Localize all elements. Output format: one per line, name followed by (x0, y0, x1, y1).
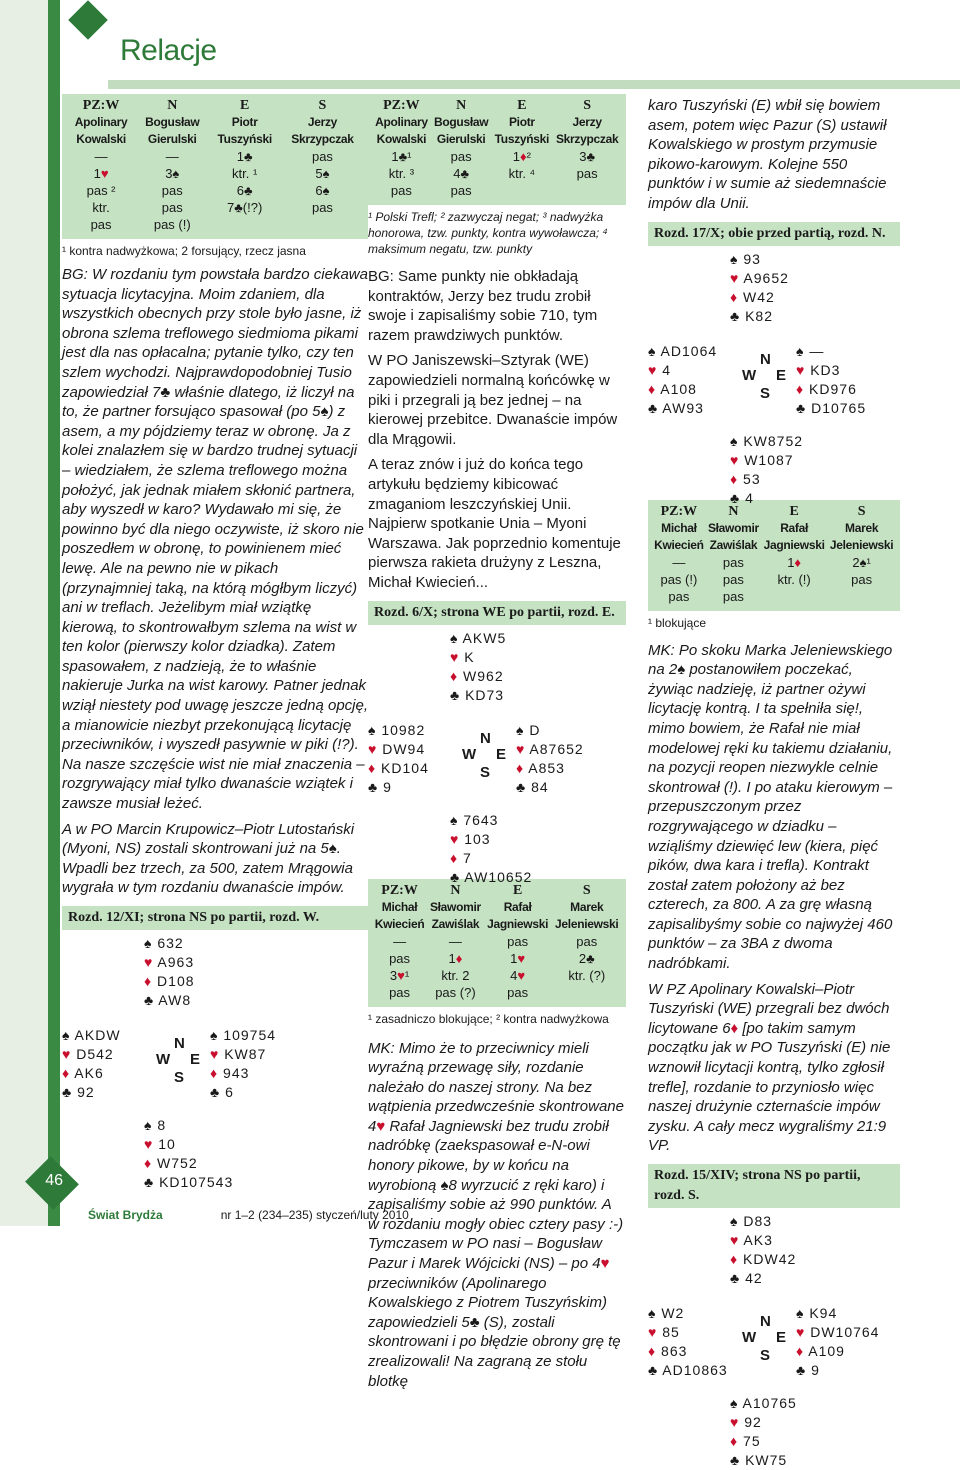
suit-holding: ♠ A10765 (730, 1395, 797, 1411)
suit-holding: ♠ 109754 (210, 1027, 277, 1043)
suit-holding: ♦ A109 (796, 1343, 845, 1359)
paragraph: W PO Janiszewski–Sztyrak (WE) zapowiedzieli normalną końcówkę w piki i przegrali ją bez jednej – na kierowej przebitce. Dwanaście impów dla Mrągowii. (368, 352, 618, 448)
compass-rose (462, 729, 508, 781)
bidding-cell: Michał (661, 520, 697, 535)
bidding-cell (552, 182, 622, 199)
bidding-cell: Zawiślak (709, 537, 758, 552)
bidding-note-3: ¹ zasadniczo blokujące; ² kontra nadwyżkowa (368, 1011, 609, 1026)
suit-holding: ♦ W42 (730, 288, 775, 305)
bidding-cell (208, 216, 281, 233)
bidding-cell: 2♣ (578, 950, 595, 966)
compass-n: N (480, 729, 492, 747)
bidding-cell: Zawiślak (431, 916, 480, 931)
hand-west (62, 1026, 121, 1102)
bidding-cell: 6♣ (236, 183, 253, 198)
paragraph: A w PO Marcin Krupowicz–Piotr Lutostański (Myoni, NS) zostali skontrowani już na 5♠. Wpadli bez trzech, za 500, zatem Mrągowia wygrała w tym rozdaniu dwanaście impów. (62, 820, 355, 897)
bidding-table-2 (368, 94, 626, 205)
suit-holding: ♣ AW93 (648, 399, 704, 416)
suit-holding: ♣ 9 (796, 1362, 820, 1378)
bidding-cell: Jerzy (572, 115, 602, 129)
compass-s: S (760, 1347, 772, 1364)
suit-holding: ♣ 4 (730, 489, 754, 506)
deal-heading-4: Rozd. 15/XIV; strona NS po partii, rozd. S. (648, 1164, 900, 1208)
paragraph: A teraz znów i już do końca tego artykułu będziemy kibicować zmaganiom leszczyńskiej Unii. Najpierw spotkanie Unia – Myoni Warszawa. Jak poprzednio komentuje pierwsza rakieta drużyny z Leszna, Michał Kwiecień... (368, 456, 621, 591)
bidding-cell: pas (311, 149, 333, 164)
middle-article-text (368, 267, 626, 593)
bidding-row (652, 554, 896, 571)
deal-heading-3: Rozd. 17/X; obie przed partią, rozd. N. (648, 222, 900, 246)
suit-holding: ♥ 103 (450, 830, 491, 847)
bidding-row (372, 916, 622, 933)
suit-holding: ♣ K82 (730, 307, 773, 324)
bidding-cell: pas (161, 200, 183, 215)
bidding-cell: Kowalski (376, 132, 427, 146)
deal-diagram-4 (648, 1208, 900, 1468)
hand-west (648, 1304, 728, 1380)
bidding-cell: — (94, 149, 108, 164)
compass-e: E (190, 1051, 202, 1068)
compass-n: N (174, 1035, 186, 1052)
suit-holding: ♥ A87652 (516, 740, 584, 757)
bidding-cell: 3♣ (579, 149, 596, 164)
bidding-cell: 1♦ (448, 950, 463, 966)
hand-east (210, 1026, 276, 1102)
suit-holding: ♦ D108 (144, 973, 195, 989)
bidding-cell: pas (507, 933, 529, 949)
suit-holding: ♥ W1087 (730, 451, 794, 468)
suit-holding: ♠ — (796, 342, 825, 359)
bidding-cell (552, 984, 622, 1001)
paragraph: W PZ Apolinary Kowalski–Piotr Tuszyński (WE) przegrali bez dwóch licytowane 6♦ [po takim samym początku jak w PO Tuszyński (E) nie wznowił licytacji kontrą, tylko zgłosił trefle], rozdanie to przyniosło więc naszej drużynie czternaście impów zysku. A cały mecz wygraliśmy 21:9 VP. (648, 980, 891, 1155)
bidding-row (372, 165, 622, 182)
bidding-cell: ktr. (?) (568, 967, 606, 983)
suit-holding: ♠ AD1064 (648, 342, 718, 359)
left-decor-strip (0, 0, 60, 1226)
bidding-cell: 4♥ (510, 967, 526, 983)
bidding-cell: 1♥ (93, 166, 109, 181)
bidding-row (66, 131, 364, 148)
hand-north (144, 934, 195, 1010)
suit-holding: ♥ 4 (648, 361, 671, 378)
suit-holding: ♦ KD976 (796, 380, 857, 397)
middle-article-text-2 (368, 1039, 626, 1392)
suit-holding: ♠ AKDW (62, 1027, 121, 1043)
hand-west (648, 342, 717, 418)
bidding-cell: E (789, 503, 799, 519)
suit-holding: ♦ KD104 (368, 759, 429, 776)
bidding-cell (491, 182, 552, 199)
bidding-cell: Tuszyński (494, 132, 550, 146)
bidding-note-1: ¹ kontra nadwyżkowa; 2 forsujący, rzecz jasna (62, 244, 306, 258)
compass-e: E (776, 366, 788, 384)
suit-holding: ♦ 7 (450, 849, 472, 866)
bidding-cell: Gierulski (436, 132, 486, 146)
suit-holding: ♠ D83 (730, 1213, 773, 1229)
bidding-cell: N (450, 882, 461, 898)
compass-s: S (480, 763, 492, 781)
bidding-row (372, 114, 622, 131)
bidding-cell: S (318, 98, 327, 113)
bidding-row (652, 537, 896, 554)
suit-holding: ♣ 9 (368, 778, 392, 795)
suit-holding: ♦ W752 (144, 1155, 198, 1171)
hand-north (730, 250, 789, 326)
right-intro-paragraph: karo Tuszyński (E) wbił się bowiem asem, potem więc Pazur (S) ustawił Kowalskiego w prostym przymusie pikowo-karowym. Kolejne 550 punktów i w sumie aż siedemnaście impów dla Unii. (648, 97, 887, 212)
bidding-cell: Tuszyński (217, 132, 272, 146)
header-rule (108, 80, 960, 89)
suit-holding: ♣ KD73 (450, 686, 505, 703)
bidding-cell: Kwiecień (374, 916, 425, 931)
bidding-cell: pas (390, 183, 412, 198)
bidding-cell: ktr. ¹ (232, 166, 258, 181)
bidding-row (66, 114, 364, 131)
bidding-table-3 (368, 879, 626, 1007)
hand-south (730, 432, 803, 508)
bidding-note-2: ¹ Polski Trefl; ² zazwyczaj negat; ³ nadwyżka honorowa, tzw. punkty, kontra wywoławcza; ⁴ maksimum negatu, tzw. punkty (368, 210, 608, 256)
bidding-row (66, 199, 364, 216)
bidding-cell (761, 588, 827, 605)
suit-holding: ♣ D10765 (796, 399, 867, 416)
bidding-cell: 1♥ (510, 950, 526, 966)
bidding-cell: Piotr (231, 115, 258, 129)
bidding-row (66, 148, 364, 165)
hand-north (450, 629, 506, 705)
suit-holding: ♠ D (516, 721, 541, 738)
bidding-cell: Jagniewski (763, 537, 825, 552)
bidding-cell: ktr. ³ (388, 166, 415, 181)
bidding-cell: pas (851, 571, 873, 587)
page-title: Relacje (120, 34, 217, 67)
suit-holding: ♠ 93 (730, 250, 761, 267)
suit-holding: ♥ D542 (62, 1046, 114, 1062)
suit-holding: ♦ 53 (730, 470, 761, 487)
hand-east (796, 1304, 879, 1380)
bidding-cell: Jerzy (307, 115, 338, 129)
suit-holding: ♥ K (450, 648, 475, 665)
bidding-row (372, 984, 622, 1001)
suit-holding: ♦ 863 (648, 1343, 688, 1359)
footer (88, 1208, 409, 1222)
bidding-cell: N (456, 98, 467, 113)
suit-holding: ♥ DW94 (368, 740, 426, 757)
compass-w: W (156, 1051, 172, 1068)
bidding-cell: Skrzypczak (291, 132, 354, 146)
bidding-cell: Jagniewski (487, 916, 549, 931)
bidding-cell: E (239, 98, 250, 113)
suit-holding: ♣ 84 (516, 778, 549, 795)
bidding-cell: Kowalski (76, 132, 126, 146)
bidding-cell: Gierulski (147, 132, 197, 146)
bidding-cell: 2♠¹ (852, 554, 871, 570)
suit-holding: ♥ A9652 (730, 269, 789, 286)
bidding-cell: 1♣ (236, 149, 253, 164)
bidding-cell: pas (?) (435, 984, 476, 1000)
bidding-cell: 4♣ (453, 166, 470, 181)
suit-holding: ♦ W962 (450, 667, 504, 684)
suit-holding: ♣ 6 (210, 1084, 234, 1100)
bidding-cell: 3♠ (165, 166, 180, 181)
bidding-cell: Jeleniewski (829, 537, 894, 552)
bidding-cell: pas (161, 183, 183, 198)
issue-info: nr 1–2 (234–235) styczeń/luty 2010 (220, 1208, 409, 1222)
paragraph: MK: Mimo że to przeciwnicy mieli wyraźną przewagę siły, rozdanie należało do naszej strony. Na bez wątpienia przedwcześnie skontrowane 4♥ Rafał Jagniewski bez trudu zrobił nadróbkę (zaekspasował e-N-owi honory pikowe, by w końcu na wyrobioną ♠8 wyrzucić z ręki karo) i zapisaliśmy sobie aż 990 punktów. A w rozdaniu mogły obiec cztery pasy :-) Tymczasem w PO nasi – Bogusław Pazur i Marek Wójcicki (NS) – po 4♥ przeciwników (Apolinarego Kowalskiego z Piotrem Tuszyńskim) zapowiedzieli 5♣ (S), zostali skontrowani i po błędzie obrony grę tę zrealizowali! Na zagraną ze stołu blotkę (368, 1039, 624, 1390)
paragraph: BG: W rozdaniu tym powstała bardzo ciekawa sytuacja licytacyjna. Moim zdaniem, dla wszystkich obecnych przy stole było jasne, iż obrona szlema treflowego siedmioma pikami jest dla nas opłacalna; pytanie tylko, czy ten szlem wychodzi. Najprawdopodobniej Tusio zapowiedział 7♣ właśnie dlatego, iż liczył na to, że partner forsująco spasował (po 5♠) z asem, a my pójdziemy teraz w obronę. Ja z kolei znalazłem się w bardzo trudnej sytuacji – wiedziałem, że szlema treflowego można położyć, jak jednak miałem skłonić partnera, aby wyszedł w karo? Wydawało mi się, że powinno być dla niego oczywiste, iż skoro nie poszedłem w obronę, to powinienem mieć lewę. Ale na pewno nie w pikach (przynajmniej taką, na którą mógłbym liczyć) ani w treflach. Jeżelibym miał wziątkę kierową, to skontrowałbym szlema na wist w ten kolor (pierwszy kolor dziadka). Zatem spasowałem, z nadzieją, że to właśnie nakieruje Jurka na wist karowy. Patner jednak wziął niestety pod uwagę jeszcze jedną opcję, a mianowicie niezbyt przekonującą licytację przeciwników, i wyszedł pasywnie w piki (!?). Na nasze szczęście wist nie miał znaczenia – rozgrywający miał tylko dwanaście wziątek i zawsze musiał leżeć. (62, 266, 369, 813)
bidding-cell: Marek (570, 899, 604, 914)
suit-holding: ♠ 10982 (368, 721, 426, 738)
bidding-row (372, 967, 622, 984)
compass-rose (742, 350, 788, 402)
compass-e: E (776, 1329, 788, 1346)
bidding-cell: pas (722, 554, 744, 570)
column-right (648, 94, 900, 1468)
right-article-text (648, 641, 900, 1156)
suit-holding: ♠ W2 (648, 1305, 685, 1321)
suit-holding: ♠ KW8752 (730, 432, 804, 449)
bidding-cell: N (167, 98, 178, 113)
bidding-cell: S (857, 503, 866, 519)
compass-rose (156, 1034, 202, 1086)
bidding-table-4 (648, 500, 900, 611)
compass-w: W (742, 366, 758, 384)
bidding-cell: pas (311, 200, 333, 215)
hand-west (368, 721, 429, 797)
bidding-cell (281, 216, 364, 233)
bidding-cell: pas (722, 588, 744, 604)
bidding-row (652, 588, 896, 605)
suit-holding: ♥ 85 (648, 1324, 680, 1340)
bidding-cell: PZ:W (381, 882, 418, 898)
suit-holding: ♣ KW75 (730, 1452, 788, 1468)
suit-holding: ♠ 7643 (450, 811, 499, 828)
suit-holding: ♣ AW10652 (450, 868, 533, 885)
diamond-logo-icon (68, 0, 108, 40)
suit-holding: ♣ KD107543 (144, 1174, 234, 1190)
bidding-cell: pas (507, 984, 529, 1000)
suit-holding: ♦ KDW42 (730, 1251, 797, 1267)
bidding-cell: Sławomir (429, 899, 481, 914)
bidding-cell: pas ² (86, 183, 116, 198)
bidding-cell: 1♦ (787, 554, 802, 570)
compass-s: S (174, 1069, 186, 1086)
bidding-cell: Bogusław (434, 115, 489, 129)
bidding-row (372, 148, 622, 165)
suit-holding: ♦ A853 (516, 759, 565, 776)
suit-holding: ♣ 42 (730, 1270, 763, 1286)
bidding-cell: Marek (845, 520, 879, 535)
hand-north (730, 1212, 796, 1288)
bidding-cell: pas (576, 166, 598, 181)
suit-holding: ♣ AW8 (144, 992, 192, 1008)
hand-east (516, 721, 584, 797)
compass-w: W (462, 745, 478, 763)
compass-s: S (760, 384, 772, 402)
bidding-cell: pas (722, 571, 744, 587)
suit-holding: ♠ 8 (144, 1117, 167, 1133)
bidding-row (372, 182, 622, 199)
suit-holding: ♠ AKW5 (450, 629, 507, 646)
suit-holding: ♥ AK3 (730, 1232, 773, 1248)
bidding-cell: Jeleniewski (555, 916, 619, 931)
bidding-cell: ktr. (!) (777, 571, 811, 587)
suit-holding: ♥ KW87 (210, 1046, 267, 1062)
bidding-cell: — (393, 933, 407, 949)
deal-diagram-3 (648, 246, 900, 506)
bidding-cell: pas (576, 933, 598, 949)
suit-holding: ♣ 92 (62, 1084, 95, 1100)
bidding-cell: Rafał (503, 899, 532, 914)
bidding-cell: — (448, 933, 462, 949)
bidding-cell: Sławomir (707, 520, 759, 535)
bidding-cell: 1♦² (512, 149, 531, 164)
bidding-row (66, 165, 364, 182)
page-number: 46 (45, 1171, 64, 1189)
bidding-cell: pas (90, 217, 112, 232)
bidding-cell: pas (!) (660, 571, 698, 587)
hand-south (450, 811, 532, 887)
bidding-cell: — (165, 149, 179, 164)
deal-diagram-2 (368, 625, 626, 885)
bidding-row (66, 182, 364, 199)
bidding-cell: E (517, 98, 527, 113)
compass-w: W (742, 1329, 758, 1346)
bidding-cell: Rafał (780, 520, 809, 535)
bidding-row (652, 520, 896, 537)
bidding-cell: 1♣¹ (391, 149, 412, 164)
bidding-row (372, 131, 622, 148)
bidding-row (372, 950, 622, 967)
bidding-cell: Kwiecień (654, 537, 704, 552)
bidding-cell: ktr. 2 (441, 967, 470, 983)
bidding-cell: PZ:W (82, 98, 120, 113)
bidding-cell: Piotr (508, 115, 535, 129)
hand-south (144, 1116, 233, 1192)
suit-holding: ♥ A963 (144, 954, 195, 970)
paragraph: BG: Same punkty nie obkładają kontraktów, Jerzy bez trudu zrobił swoje i zapisaliśmy sobie 710, tym razem prawdziwych punktów. (368, 268, 598, 344)
bidding-cell: Skrzypczak (555, 132, 619, 146)
bidding-cell: E (512, 882, 523, 898)
bidding-cell: N (728, 503, 739, 519)
bidding-cell: 7♣(!?) (227, 200, 263, 215)
bidding-cell: Apolinary (375, 115, 428, 129)
bidding-cell: PZ:W (660, 503, 698, 519)
left-article-text (62, 265, 368, 898)
compass-n: N (760, 1313, 772, 1330)
deal-diagram-1 (62, 930, 368, 1190)
bidding-cell: ktr. ⁴ (508, 166, 536, 181)
paragraph: MK: Po skoku Marka Jeleniewskiego na 2♠ postanowiłem poczekać, żywiąc nadzieję, iż partner ożywi licytację kontrą. I ta spełniła się!, mimo bowiem, że Rafał nie miał modelowej ręki ku takiemu działaniu, na pozycji reopen niezwykle celnie skontrował (!). I po ataku kierowym – przepuszczonym przez rozgrywającego w dziadku – wziąliśmy dziewięć lew (kiera, pięć pików, dwa kara i trefla). Kontrakt został zatem położony aż bez czterech, za 800. A za grę własną zapisalibyśmy sobie co najwyżej 460 punktów – za 3BA z dwoma nadróbkami. (648, 641, 893, 973)
bidding-cell: pas (389, 950, 411, 966)
bidding-row (66, 216, 364, 233)
suit-holding: ♥ 10 (144, 1136, 176, 1152)
compass-e: E (496, 745, 508, 763)
bidding-cell: PZ:W (383, 98, 420, 113)
suit-holding: ♣ AD10863 (648, 1362, 728, 1378)
bidding-row (372, 97, 622, 114)
bidding-cell: pas (450, 183, 472, 198)
bidding-cell: S (583, 98, 592, 113)
bidding-row (66, 97, 364, 114)
suit-holding: ♠ 632 (144, 935, 184, 951)
deal-heading-1: Rozd. 12/XI; strona NS po partii, rozd. W. (62, 906, 368, 930)
suit-holding: ♥ KD3 (796, 361, 841, 378)
suit-holding: ♠ K94 (796, 1305, 838, 1321)
bidding-cell: Michał (381, 899, 418, 914)
bidding-cell: pas (389, 984, 411, 1000)
bidding-cell (827, 588, 896, 605)
suit-holding: ♦ 943 (210, 1065, 250, 1081)
bidding-cell: 5♠ (315, 166, 330, 181)
bidding-cell: pas (450, 149, 472, 164)
bidding-cell: ktr. (92, 200, 110, 215)
suit-holding: ♥ 92 (730, 1414, 762, 1430)
suit-holding: ♦ AK6 (62, 1065, 104, 1081)
bidding-note-4: ¹ blokujące (648, 615, 707, 630)
bidding-row (372, 933, 622, 950)
bidding-table-1 (62, 94, 368, 239)
hand-east (796, 342, 866, 418)
compass-n: N (760, 350, 772, 368)
compass-rose (742, 1312, 788, 1364)
bidding-cell: Bogusław (145, 115, 200, 129)
bidding-row (652, 571, 896, 588)
column-left (62, 94, 369, 1190)
magazine-name: Świat Brydża (88, 1208, 163, 1222)
suit-holding: ♦ A108 (648, 380, 697, 397)
bidding-cell: Apolinary (74, 115, 128, 129)
bidding-cell: 6♠ (315, 183, 330, 198)
bidding-cell: 3♥¹ (389, 967, 410, 983)
suit-holding: ♥ DW10764 (796, 1324, 880, 1340)
deal-heading-2: Rozd. 6/X; strona WE po partii, rozd. E. (368, 601, 626, 625)
bidding-cell: pas (668, 588, 690, 604)
bidding-cell: S (582, 882, 591, 898)
bidding-cell: pas (!) (153, 217, 191, 232)
column-middle (368, 94, 626, 1391)
suit-holding: ♦ 75 (730, 1433, 761, 1449)
bidding-row (372, 899, 622, 916)
hand-south (730, 1394, 797, 1470)
bidding-cell: — (672, 554, 686, 570)
